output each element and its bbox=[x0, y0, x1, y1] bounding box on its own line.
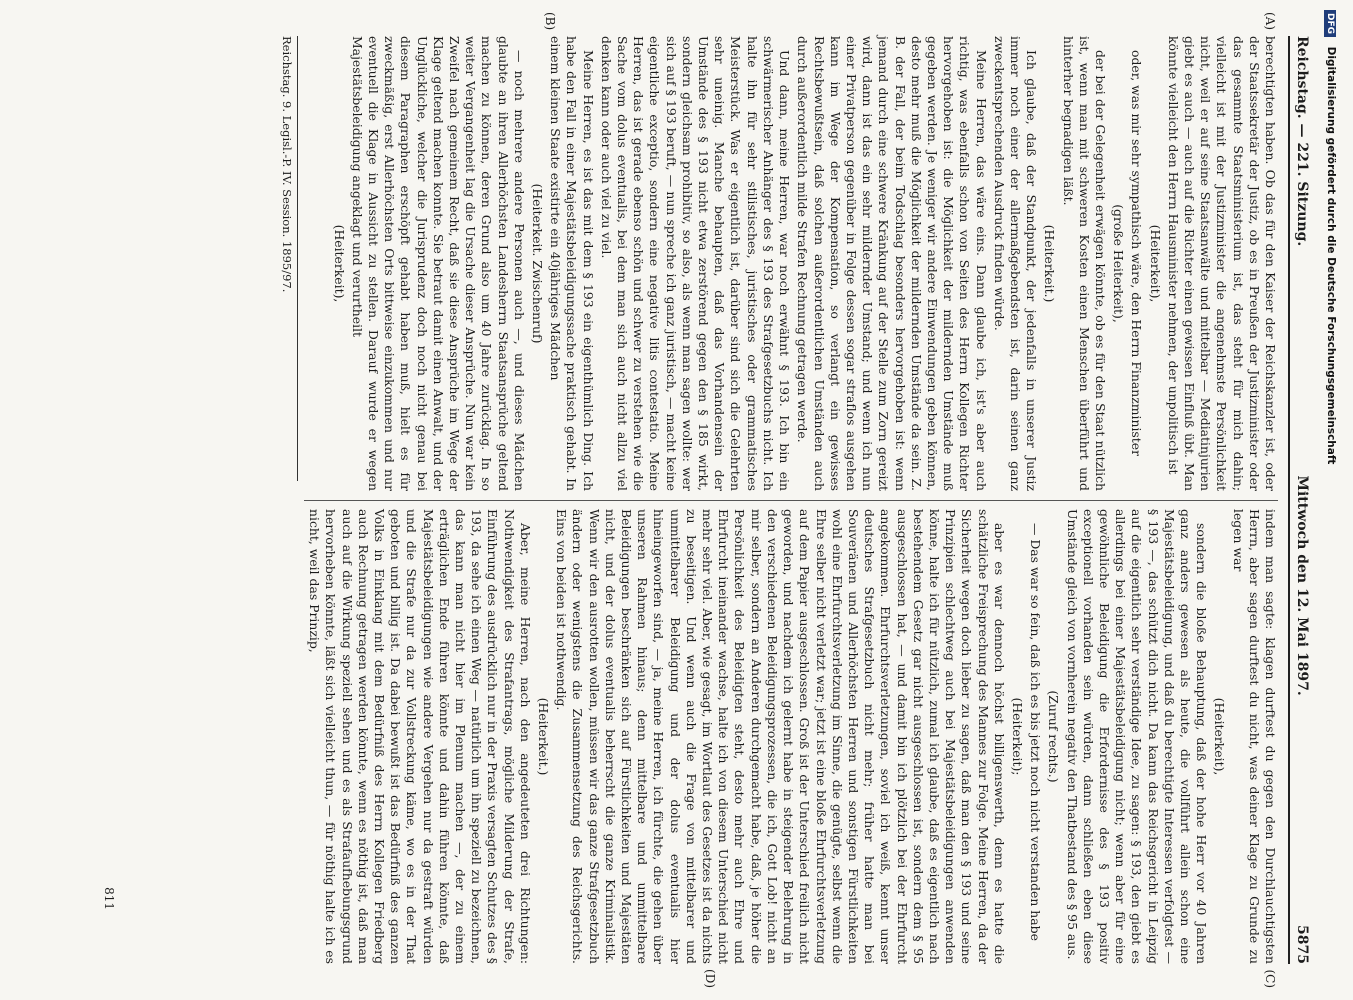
column-divider bbox=[304, 500, 1278, 501]
paragraph: sondern die bloße Behauptung, daß der hohe Herr vor 40 Jahren ganz anders gewesen als heute, die vollführt allein schon eine Majestätsbeleidigung, und daß du berechtigte Interessen verfolgtest — § 193 —, das schützt dich nicht. Da kann das Reichsgericht in Leipzig auf die eigentlich sehr verständige Idee, zu sagen: § 193, den giebt es allerdings bei einer Majestätsbeleidigung nicht; wenn aber für eine gewöhnliche Beleidigung die Erfordernisse des § 193 positiv exceptionell vorhanden sein würden, dann schließen eben diese Umstände gleich von vornherein negativ den Thatbestand des § 95 aus. bbox=[1064, 509, 1210, 964]
paragraph: — Das war so fein, daß ich es bis jetzt noch nicht verstanden habe bbox=[1028, 523, 1044, 941]
page-number: 5875 bbox=[1294, 925, 1310, 964]
footer-session: Reichstag. 9. Legisl.-P. IV. Session. 1895/97. bbox=[280, 36, 298, 481]
paragraph: oder, was mir sehr sympathisch wäre, den Herrn Finanzminister bbox=[1129, 50, 1145, 457]
paragraph: Meine Herren, das wäre eins. Dann glaube ich, ist's aber auch richtig, was ebenfalls schon von Seiten des Herrn Kollegen Richter hervorgehoben ist: die Möglichkeit der mildernden Umstände muß gegeben werden. Je weniger wir andere Einwendungen geben können, desto mehr muß die Möglichkeit der mildernden Umstände da sein. Z. B. der Fall, der beim Todschlag besonders hervorgehoben ist: wenn jemand durch eine schwere Kränkung auf der Stelle zum Zorn gereizt wird, dann ist das ein sehr mildernder Umstand; und wenn ich nun einer Privatperson gegenüber in Folge dessen sogar straflos ausgehen kann im Wege der Kompensation, so verlangt ein gewisses Rechtsbewußtsein, daß solchen außerordentlichen Umständen auch durch außerordentlich milde Strafen Rechnung getragen werde. bbox=[795, 36, 989, 491]
paragraph: Aber, meine Herren, nach den angedeuteten drei Richtungen: Nothwendigkeit des Strafantrags, mögliche Milderung der Strafe, Einführung des ausdrücklich nur in der Praxis versagten Schutzes des § 193, da sehe ich einen Weg — natürlich um ihn speziell zu bezeichnen, das kann man nicht hier im Plenum machen —, der zu einem erträglichen Ende führen könnte und dahin führen könnte, daß Majestätsbeleidigungen wie andere Vergehen nur da gestraft würden und die Strafe nur da zur Vollstreckung käme, wo es in der That geboten und billig ist. Da dabei bewußt ist das Bedürfniß des ganzen Volks in Einklang mit dem Bedürfniß des Herrn Kollegen Friedberg auch Rechnung getragen werden könnte, wenn es nöthig ist, daß man auch auf die Wirkung speziell sehen und es als Strafaufhebungsgrund hervorheben könnte, läßt sich vielleicht thun, — für nöthig halte ich es nicht, weil das Prinzip, bbox=[307, 509, 533, 964]
interjection: (Heiterkeit. Zwischenruf) bbox=[530, 183, 546, 344]
header-left: Reichstag. — 221. Sitzung. bbox=[1294, 36, 1310, 247]
interjection: (Zuruf rechts.) bbox=[1046, 690, 1062, 783]
margin-mark-d: (D) bbox=[703, 969, 717, 988]
text-columns bbox=[304, 12, 1278, 988]
page-header bbox=[1288, 36, 1310, 964]
interjection: (Heiterkeit), bbox=[1147, 224, 1163, 303]
paragraph: indem man sagte: klagen durftest du gegen den Durchlauchtigsten Herrn, aber sagen durftest du nicht, was deiner Klage zu Grunde zu legen war bbox=[1230, 509, 1278, 964]
digitization-text: Digitalisierung gefördert durch die Deutsche Forschungsgemeinschaft bbox=[1325, 46, 1337, 465]
interjection: (Heiterkeit), bbox=[331, 224, 347, 303]
dfg-logo: DFG bbox=[1324, 10, 1336, 37]
interjection: (Heiterkeit); bbox=[1009, 697, 1025, 776]
margin-mark-c: (C) bbox=[1263, 969, 1277, 988]
interjection: (Heiterkeit), bbox=[1212, 697, 1228, 776]
interjection: (Heiterkeit.) bbox=[536, 697, 552, 776]
right-column bbox=[304, 509, 1278, 988]
paragraph: Und dann, meine Herren, war noch erwähnt § 193. Ich bin ein schwärmerischer Anhänger des § 193 des Strafgesetzbuchs nicht. Ich halte ihn für sehr stilistisches, juristisches oder grammatisches Meisterstück. Was er eigentlich ist, darüber sind sich die Gelehrten sehr uneinig. Manche behaupten, daß das Vorhandensein der Umstände des § 193 nicht etwa zerstörend gegen den § 185 wirkt, sondern gleichsam prohibitiv, so also, als wenn man sagen wollte: wer sich auf § 193 beruft, — nun spreche ich ganz juristisch, — macht keine eigentliche exceptio, sondern eine negative litis contestatio. Meine Herren, das ist gerade ebenso schön und schwer zu verstehen wie die Sache vom dolus eventualis, bei dem man sich auch nicht allzu viel denken kann oder auch viel zu viel. bbox=[598, 36, 793, 491]
footer-page-number: 811 bbox=[102, 887, 116, 910]
left-column bbox=[304, 12, 1278, 491]
paragraph: berechtigten haben. Ob das für den Kaiser der Reichskanzler ist, oder der Staatssekretär der Justiz, ob es in Preußen der Justizminister oder das gesammte Staatsministerium ist, das steht für mich dahin; vielleicht ist mit der Justizminister die angenehmste Persönlichkeit nicht, weil er auf seine Staatsanwälte und mittelbar — Mediatinjurien giebt es auch — auch auf die Richter einen gewissen Einfluß übt. Man könnte vielleicht den Herrn Hausminister nehmen, der unpolitisch ist bbox=[1165, 36, 1278, 491]
header-center: Mittwoch den 12. Mai 1897. bbox=[1294, 475, 1310, 696]
paragraph: Meine Herren, es ist das mit dem § 193 ein eigenthümlich Ding. Ich habe den Fall in einer Majestätsbeleidigungssache praktisch gehabt. In einem kleinen Staate existirte ein 40jähriges Mädchen bbox=[548, 36, 596, 491]
paragraph: — noch mehrere andere Personen auch —, und dieses Mädchen glaubte an ihren Allerhöchsten Landesherrn Staatsansprüche geltend machen zu können, deren Grund also um 40 Jahre zurücklag. In so weiter Vergangenheit lag die Ursache dieser Ansprüche. Nun war kein Zweifel nach gemeinem Recht, daß sie diese Ansprüche im Wege der Klage geltend machen konnte. Sie betraut damit einen Anwalt, und der Unglückliche, welcher die Jurisprudenz doch noch nicht genau bei diesem Paragraphen erschöpft gehabt haben muß, hielt es für zweckmäßig, erst Allerhöchsten Orts bittweise einzukommen und nur eventuell die Klage in Aussicht zu stellen. Darauf wurde er wegen Majestätsbeleidigung angeklagt und verurtheilt bbox=[349, 36, 527, 491]
margin-mark-a: (A) bbox=[1263, 12, 1277, 31]
paragraph: der bei der Gelegenheit erwägen könnte, ob es für den Staat nützlich ist, wenn man mit schweren Kosten einen Menschen überführt und hinterher begnadigen läßt. bbox=[1060, 36, 1108, 491]
paragraph: Ich glaube, daß der Standpunkt, der jedenfalls in unserer Justiz immer noch einer der allermaßgebendsten ist, darin seinen ganz zweckentsprechenden Ausdruck finden würde. bbox=[991, 36, 1040, 491]
paragraph: aber es war dennoch höchst billigenswerth, denn es hatte die schätzliche Freisprechung des Mannes zur Folge. Meine Herren, da der Sicherheit wegen doch lieber zu sagen, daß man den § 193 und seine Prinzipien schlechtweg auch bei Majestätsbeleidigungen anwenden könne, halte ich für nützlich, zumal ich glaube, daß es eigentlich nach bestehendem Gesetz gar nicht ausgeschlossen ist, sondern dem § 95 ausgeschlossen hat, — und damit bin ich plötzlich bei der Ehrfurcht angekommen. Ehrfurchtsverletzungen, soviel ich weiß, kennt unser deutsches Strafgesetzbuch nicht mehr; früher hatte man bei Souveränen und Allerhöchsten Herren und sonstigen Fürstlichkeiten wohl eine Ehrfurchtsverletzung im Sinne, die genügte, selbst wenn die Ehre selber nicht verletzt war; jetzt ist eine bloße Ehrfurchtsverletzung auf dem Papier ausgeschlossen. Groß ist der Unterschied freilich nicht geworden, und nachdem ich gelernt habe in steigender Belehrung in den verschiedenen Beleidigungsprozessen, die ich, Gott Lob! nicht an mir selber, sondern an Anderen durchgemacht habe, daß, je höher die Persönlichkeit des Beleidigten steht, desto mehr auch Ehre und Ehrfurcht ineinander wachse, halte ich von diesem Unterschied nicht mehr sehr viel. Aber, wie gesagt, im Wortlaut des Gesetzes ist da nichts zu beseitigen. Und wenn auch die Frage von mittelbarer und unmittelbarer Beleidigung und der dolus eventualis hier hineingeworfen sind, — ja, meine Herren, ich fürchte, die gehen über unseren Rahmen hinaus; denn mittelbare und unmittelbare Beleidigungen beschränken sich auf Fürstlichkeiten und Majestäten nicht, und der dolus eventualis beherrscht die ganze Kriminalistik. Wenn wir den ausrotten wollen, müssen wir das ganze Strafgesetzbuch ändern oder wenigstens die Zusammensetzung des Reichsgerichts. Eins von beiden ist nothwendig. bbox=[554, 509, 1007, 964]
interjection: (Heiterkeit.) bbox=[1042, 224, 1058, 303]
digitization-note bbox=[1324, 10, 1337, 464]
interjection: (große Heiterkeit), bbox=[1111, 204, 1127, 323]
margin-mark-b: (B) bbox=[543, 12, 557, 31]
